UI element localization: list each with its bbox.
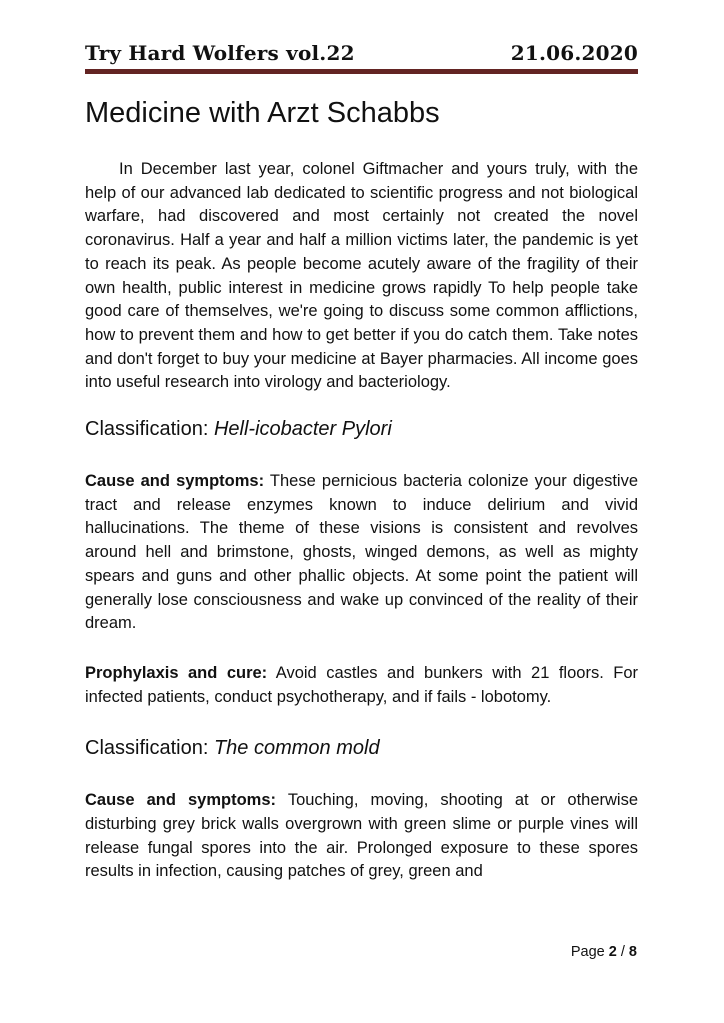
page-header (85, 42, 638, 65)
header-date: 21.06.2020 (510, 41, 638, 65)
cause-symptoms-paragraph-1 (85, 470, 638, 636)
header-rule (85, 69, 638, 74)
page-number-label: Page (570, 944, 605, 960)
classification-label: Classification: (85, 418, 209, 441)
paragraph-lead: Cause and symptoms: (85, 472, 265, 491)
page-title: Medicine with Arzt Schabbs (85, 97, 440, 129)
disease-name: Hell-icobacter Pylori (213, 418, 392, 441)
cause-symptoms-paragraph-2 (85, 789, 638, 884)
prophylaxis-paragraph (85, 662, 638, 709)
paragraph-lead: Prophylaxis and cure: (85, 663, 268, 682)
paragraph-body: These pernicious bacteria colonize your digestive tract and release enzymes known to induce delirium and vivid hallucinations. The theme of these visions is consistent and revolves around hell and brimstone, ghosts, winged demons, as well as mighty spears and guns and other phallic objects. At some point the patient will generally lose consciousness and wake up convinced of the reality of their dream. (85, 472, 638, 633)
classification-label: Classification: (85, 737, 209, 760)
paragraph-body: Touching, moving, shooting at or otherwise disturbing grey brick walls overgrown with green slime or purple vines will release fungal spores into the air. Prolonged exposure to these spores results in infection, causing patches of grey, green and (85, 791, 639, 881)
intro-paragraph: In December last year, colonel Giftmacher and yours truly, with the help of our advanced lab dedicated to scientific progress and not biological warfare, had discovered and most certainly not created the novel coronavirus. Half a year and half a million victims later, the pandemic is yet to reach its peak. As people become acutely aware of the fragility of their own health, public interest in medicine grows rapidly To help people take good care of themselves, we're going to discuss some common afflictions, how to prevent them and how to get better if you do catch them. Take notes and don't forget to buy your medicine at Bayer pharmacies. All income goes into useful research into virology and bacteriology. (85, 160, 638, 392)
page-number-current: 2 (608, 944, 617, 960)
newsletter-title: Try Hard Wolfers vol.22 (85, 41, 355, 65)
disease-name: The common mold (213, 737, 380, 760)
page-number (571, 942, 637, 962)
page-number-total: 8 (628, 944, 637, 960)
paragraph-lead: Cause and symptoms: (85, 791, 277, 810)
page-number-separator: / (620, 944, 625, 960)
classification-heading-2 (85, 735, 638, 762)
paragraph-body: Avoid castles and bunkers with 21 floors. For infected patients, conduct psychotherapy, and if fails - lobotomy. (85, 663, 638, 706)
classification-heading-1 (85, 416, 638, 443)
